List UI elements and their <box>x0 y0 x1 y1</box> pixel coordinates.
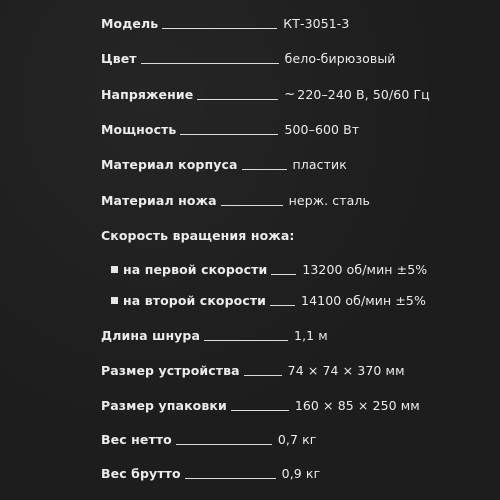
spec-row-blade-material <box>101 190 476 210</box>
spec-row-speed-2 <box>101 290 476 310</box>
spec-label: Размер упаковки <box>101 397 227 413</box>
spec-label: Материал ножа <box>101 192 217 208</box>
spec-row-cord-length <box>101 325 476 345</box>
spec-row-body-material <box>101 154 476 174</box>
spec-row-color <box>101 48 476 68</box>
bullet-square-icon <box>111 297 118 304</box>
spec-row-power <box>101 119 476 139</box>
spec-label: Длина шнура <box>101 327 201 343</box>
spec-label: Скорость вращения ножа: <box>101 227 295 243</box>
ac-tilde-icon: ~ <box>284 86 296 102</box>
bullet-square-icon <box>111 266 118 273</box>
leader-line <box>197 99 278 100</box>
spec-row-blade-speed-heading <box>101 225 476 245</box>
leader-line <box>204 340 288 341</box>
spec-label: Вес брутто <box>101 465 181 481</box>
spec-value: 0,7 кг <box>277 431 317 447</box>
spec-label: Цвет <box>101 50 137 66</box>
spec-label: Материал корпуса <box>101 156 238 172</box>
spec-value: 500–600 Вт <box>284 121 360 137</box>
spec-row-voltage <box>101 84 476 104</box>
spec-value: 160 × 85 × 250 мм <box>294 397 420 413</box>
leader-line <box>221 205 283 206</box>
spec-label: Размер устройства <box>101 362 240 378</box>
spec-value: 220–240 В, 50/60 Гц <box>297 86 430 102</box>
spec-value: 13200 об/мин ±5% <box>302 261 428 277</box>
leader-line <box>270 305 295 306</box>
spec-row-gross-weight <box>101 463 476 483</box>
spec-label: на второй скорости <box>123 292 267 308</box>
spec-row-net-weight <box>101 429 476 449</box>
spec-value: 1,1 м <box>294 327 328 343</box>
spec-value: бело-бирюзовый <box>284 50 396 66</box>
spec-row-speed-1 <box>101 259 476 279</box>
spec-value: пластик <box>292 156 347 172</box>
leader-line <box>271 274 296 275</box>
leader-line <box>162 28 277 29</box>
spec-value: 14100 об/мин ±5% <box>301 292 426 308</box>
spec-label: на первой скорости <box>123 261 268 277</box>
spec-value: нерж. сталь <box>288 192 370 208</box>
leader-line <box>176 444 272 445</box>
leader-line <box>141 63 279 64</box>
spec-row-model <box>101 13 476 33</box>
spec-value: 74 × 74 × 370 мм <box>287 362 405 378</box>
spec-row-package-size <box>101 395 476 415</box>
leader-line <box>242 169 287 170</box>
spec-label: Напряжение <box>101 86 194 102</box>
leader-line <box>180 134 278 135</box>
spec-row-device-size <box>101 360 476 380</box>
leader-line <box>231 410 289 411</box>
leader-line <box>244 375 282 376</box>
spec-label: Модель <box>101 15 159 31</box>
leader-line <box>185 478 276 479</box>
spec-label: Вес нетто <box>101 431 172 447</box>
spec-value: КТ-3051-3 <box>283 15 350 31</box>
spec-label: Мощность <box>101 121 177 137</box>
spec-value: 0,9 кг <box>281 465 321 481</box>
